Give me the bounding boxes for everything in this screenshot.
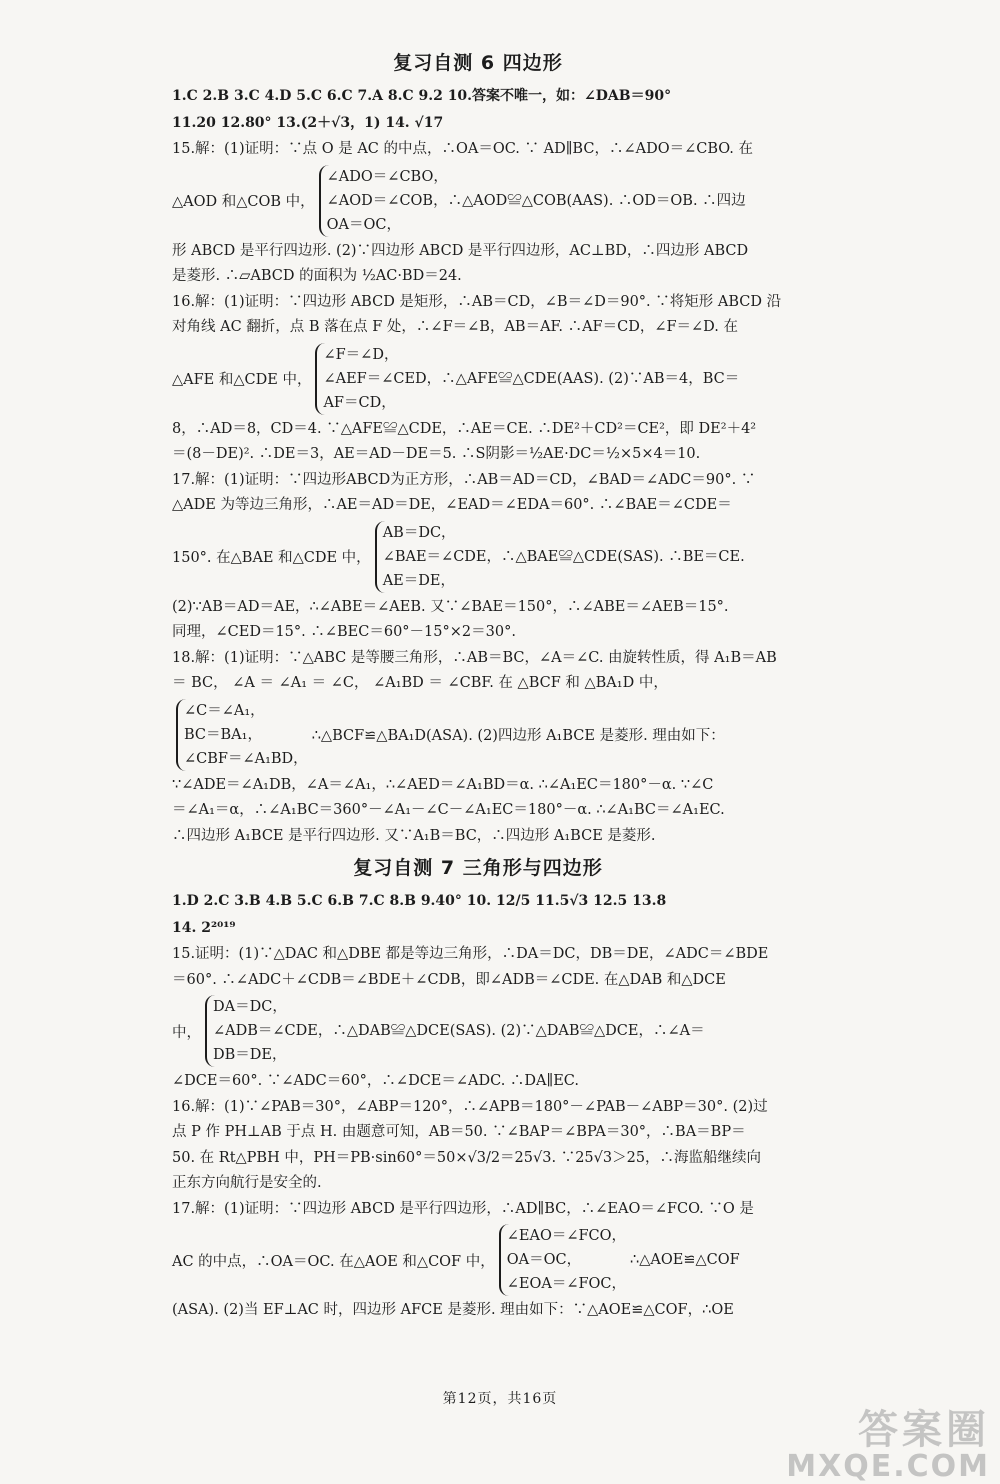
section-7-answers-line-2: 14. 2²⁰¹⁹ (172, 920, 236, 936)
s6-q18-line: ∵∠ADE＝∠A₁DB，∠A＝∠A₁，∴∠AED＝∠A₁BD＝α. ∴∠A₁EC＝180°－α. ∵∠C (172, 776, 714, 793)
s7-q15-system (172, 995, 784, 1067)
s6-q17-system (172, 521, 784, 593)
brace-row: ∠AOD＝∠COB，∴△AOD≌△COB(AAS). ∴OD＝OB. ∴四边 (326, 192, 746, 209)
brace-row: ∠ADO＝∠CBO， (326, 168, 448, 185)
brace-row: ∠BAE＝∠CDE，∴△BAE≌△CDE(SAS). ∴BE＝CE. (382, 548, 745, 565)
system-prefix: 中， (172, 1024, 201, 1041)
s6-q17-line: (2)∵AB＝AD＝AE，∴∠ABE＝∠AEB. 又∵∠BAE＝150°，∴∠ABE＝∠AEB＝15°. (172, 598, 729, 615)
system-prefix: AC 的中点，∴OA＝OC. 在△AOE 和△COF 中， (172, 1253, 495, 1270)
page-number: 第12页，共16页 (442, 1391, 558, 1407)
equation-brace (499, 1224, 626, 1296)
s6-q17-line: 同理，∠CED＝15°. ∴∠BEC＝60°－15°×2＝30°. (172, 624, 516, 640)
s6-q17-line: 17.解：(1)证明：∵四边形ABCD为正方形，∴AB＝AD＝CD，∠BAD＝∠ADC＝90°. ∵ (172, 471, 756, 488)
s6-q15-system (172, 165, 784, 237)
answer-page (172, 44, 784, 1324)
brace-row: AE＝DE， (382, 572, 455, 589)
s7-q16-line: 正东方向航行是安全的. (172, 1175, 322, 1191)
watermark-logo (786, 1398, 990, 1484)
s7-q17-line: 17.解：(1)证明：∵四边形 ABCD 是平行四边形，∴AD∥BC，∴∠EAO＝∠FCO. ∵O 是 (172, 1200, 754, 1217)
section-6-answers-line-1: 1.C 2.B 3.C 4.D 5.C 6.C 7.A 8.C 9.2 10.答案不唯一，如：∠DAB＝90° (172, 88, 672, 104)
section-7-answers-line-1: 1.D 2.C 3.B 4.B 5.C 6.B 7.C 8.B 9.40° 10. 12/5 11.5√3 12.5 13.8 (172, 893, 667, 909)
brace-row: OA＝OC， (506, 1252, 582, 1268)
equation-brace (176, 699, 308, 771)
watermark-text: 答案圈 (858, 1407, 990, 1453)
system-suffix: ∴△BCF≌△BA₁D(ASA). (2)四边形 A₁BCE 是菱形. 理由如下： (311, 728, 725, 744)
s6-q15-line: 是菱形. ∴▱ABCD 的面积为 ½AC·BD＝24. (172, 268, 462, 284)
section-7-title: 复习自测 7 三角形与四边形 (353, 857, 603, 879)
section-6-answers-line-2: 11.20 12.80° 13.(2＋√3，1) 14. √17 (172, 115, 444, 131)
s7-q17-system (172, 1224, 784, 1296)
brace-row: BC＝BA₁， (184, 726, 262, 743)
s6-q16-line: 对角线 AC 翻折，点 B 落在点 F 处，∴∠F＝∠B，AB＝AF. ∴AF＝CD，∠F＝∠D. 在 (172, 319, 739, 335)
s6-q18-line: ∴四边形 A₁BCE 是平行四边形. 又∵A₁B＝BC，∴四边形 A₁BCE 是菱形. (172, 827, 656, 844)
s6-q16-line: ＝(8－DE)². ∴DE＝3，AE＝AD－DE＝5. ∴S阴影＝½AE·DC＝½×5×4＝10. (172, 446, 701, 462)
s6-q16-line: 16.解：(1)证明：∵四边形 ABCD 是矩形，∴AB＝CD，∠B＝∠D＝90°. ∵将矩形 ABCD 沿 (172, 293, 782, 310)
brace-row: AF＝CD， (323, 394, 396, 411)
s6-q18-system (172, 699, 784, 771)
brace-row: ∠F＝∠D， (323, 346, 399, 363)
brace-row: ∠C＝∠A₁， (184, 702, 265, 719)
section-6-title: 复习自测 6 四边形 (393, 52, 563, 74)
system-prefix: △AOD 和△COB 中， (172, 194, 315, 210)
brace-row: ∠CBF＝∠A₁BD， (184, 750, 308, 767)
s7-q15-line: ＝60°. ∴∠ADC＋∠CDB＝∠BDE＋∠CDB，即∠ADB＝∠CDE. 在△DAB 和△DCE (172, 971, 726, 988)
s6-q18-line: 18.解：(1)证明：∵△ABC 是等腰三角形，∴AB＝BC，∠A＝∠C. 由旋转性质，得 A₁B＝AB (172, 649, 777, 666)
s7-q15-line: ∠DCE＝60°. ∵∠ADC＝60°，∴∠DCE＝∠ADC. ∴DA∥EC. (172, 1073, 579, 1089)
s7-q17-line: (ASA). (2)当 EF⊥AC 时，四边形 AFCE 是菱形. 理由如下：∵△AOE≌△COF，∴OE (172, 1302, 734, 1318)
equation-brace (205, 995, 705, 1067)
system-prefix: △AFE 和△CDE 中， (172, 372, 312, 388)
brace-row: OA＝OC， (326, 216, 401, 233)
s6-q16-system (172, 343, 784, 415)
brace-row: AB＝DC， (382, 524, 456, 541)
s7-q16-line: 50. 在 Rt△PBH 中，PH＝PB·sin60°＝50×√3/2＝25√3. ∵25√3＞25，∴海监船继续向 (172, 1149, 762, 1166)
s6-q18-line: ＝ BC， ∠A ＝ ∠A₁ ＝ ∠C， ∠A₁BD ＝ ∠CBF. 在 △BCF 和 △BA₁D 中， (172, 675, 668, 691)
brace-row: ∠EAO＝∠FCO， (506, 1228, 627, 1244)
s7-q16-line: 16.解：(1)∵∠PAB＝30°，∠ABP＝120°，∴∠APB＝180°－∠PAB－∠ABP＝30°. (2)过 (172, 1098, 768, 1115)
s6-q16-line: 8，∴AD＝8，CD＝4. ∵△AFE≌△CDE，∴AE＝CE. ∴DE²＋CD²＝CE²，即 DE²＋4² (172, 420, 757, 437)
brace-row: DB＝DE， (213, 1047, 287, 1063)
equation-brace (319, 165, 746, 237)
brace-row: DA＝DC， (213, 999, 287, 1015)
system-suffix: ∴△AOE≌△COF (630, 1252, 740, 1268)
brace-row: ∠AEF＝∠CED，∴△AFE≌△CDE(AAS). (2)∵AB＝4，BC＝ (323, 370, 740, 387)
s6-q15-line: 形 ABCD 是平行四边形. (2)∵四边形 ABCD 是平行四边形，AC⊥BD，∴四边形 ABCD (172, 242, 749, 259)
brace-row: ∠EOA＝∠FOC， (506, 1276, 627, 1292)
system-prefix: 150°. 在△BAE 和△CDE 中， (172, 550, 371, 566)
s6-q18-line: ＝∠A₁＝α，∴∠A₁BC＝360°－∠A₁－∠C－∠A₁EC＝180°－α. ∴∠A₁BC＝∠A₁EC. (172, 802, 725, 818)
s6-q15-line: 15.解：(1)证明：∵点 O 是 AC 的中点，∴OA＝OC. ∵ AD∥BC，∴∠ADO＝∠CBO. 在 (172, 141, 754, 157)
equation-brace (315, 343, 739, 415)
s6-q17-line: △ADE 为等边三角形，∴AE＝AD＝DE，∠EAD＝∠EDA＝60°. ∴∠BAE＝∠CDE＝ (172, 497, 732, 513)
s7-q15-line: 15.证明：(1)∵△DAC 和△DBE 都是等边三角形，∴DA＝DC，DB＝DE，∠ADC＝∠BDE (172, 946, 769, 962)
equation-brace (375, 521, 745, 593)
s7-q16-line: 点 P 作 PH⊥AB 于点 H. 由题意可知，AB＝50. ∵∠BAP＝∠BPA＝30°，∴BA＝BP＝ (172, 1124, 746, 1140)
brace-row: ∠ADB＝∠CDE，∴△DAB≌△DCE(SAS). (2)∵△DAB≌△DCE，∴∠A＝ (213, 1023, 705, 1039)
watermark-url: MXQE.COM (786, 1449, 990, 1484)
